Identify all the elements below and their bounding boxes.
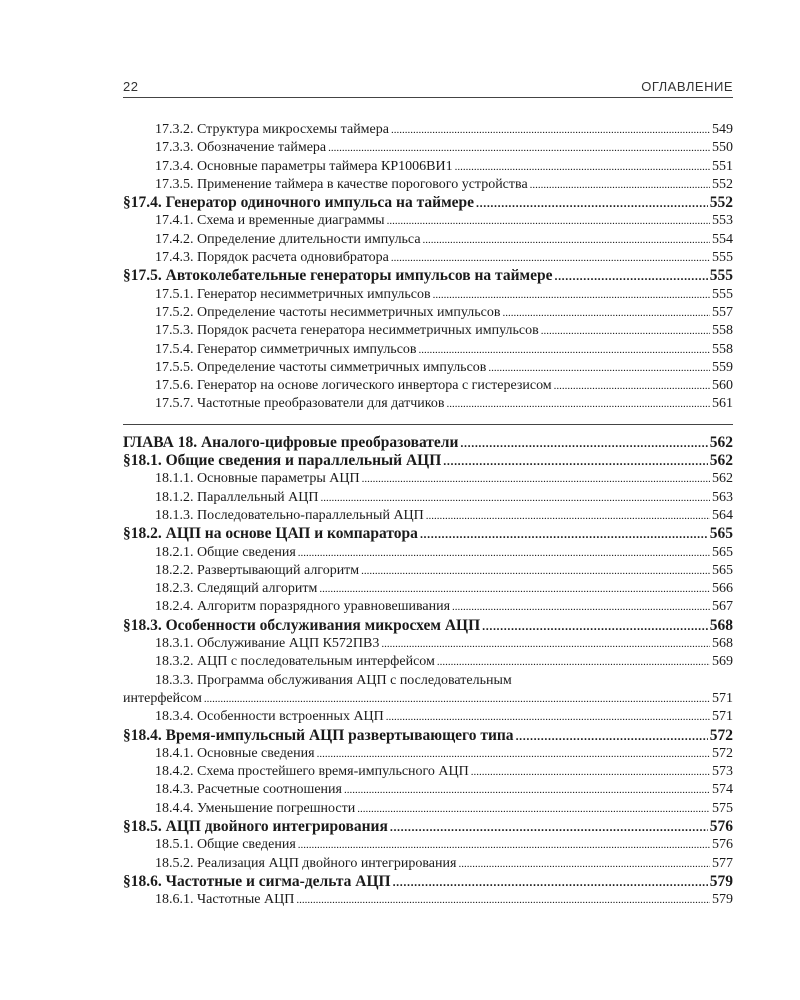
toc-entry[interactable] — [123, 708, 733, 726]
toc-entry-page: 575 — [712, 800, 733, 816]
toc-section-page: 555 — [709, 267, 733, 285]
toc-section-page: 572 — [709, 726, 733, 744]
toc-entry[interactable] — [123, 121, 733, 139]
dot-leader — [426, 507, 710, 525]
toc-entry-title: 18.4.2. Схема простейшего время-импульсного АЦП — [155, 764, 469, 780]
dot-leader — [541, 322, 710, 340]
toc-entry[interactable] — [123, 598, 733, 616]
toc-entry-title: 17.5.7. Частотные преобразователи для датчиков — [155, 396, 445, 412]
toc-entry[interactable] — [123, 763, 733, 781]
toc-entry[interactable] — [123, 158, 733, 176]
dot-leader — [458, 855, 710, 873]
dot-leader — [319, 580, 710, 598]
toc-entry-page: 564 — [712, 507, 733, 523]
toc-entry[interactable] — [123, 489, 733, 507]
toc-entry[interactable] — [123, 212, 733, 230]
toc-entry-title: 18.3.2. АЦП с последовательным интерфейсом — [155, 654, 435, 670]
toc-section[interactable] — [123, 617, 733, 635]
dot-leader — [471, 763, 710, 781]
dot-leader — [433, 286, 710, 304]
dot-leader — [381, 635, 710, 653]
toc-entry-page: 567 — [712, 599, 733, 615]
toc-entry[interactable] — [123, 139, 733, 157]
toc-entry-page: 550 — [712, 140, 733, 156]
toc-entry-title: 18.1.3. Последовательно-параллельный АЦП — [155, 507, 424, 523]
dot-leader — [387, 212, 710, 230]
dot-leader — [328, 139, 710, 157]
toc-entry[interactable] — [123, 745, 733, 763]
dot-leader — [298, 836, 710, 854]
toc-entry[interactable] — [123, 231, 733, 249]
toc-entry[interactable] — [123, 800, 733, 818]
toc-entry-page: 561 — [712, 396, 733, 412]
toc-section[interactable] — [123, 873, 733, 891]
dot-leader — [554, 377, 710, 395]
toc-entry-page: 571 — [712, 690, 733, 706]
dot-leader — [530, 176, 710, 194]
toc-entry-page: 562 — [712, 471, 733, 487]
toc-entry[interactable] — [123, 544, 733, 562]
toc-section-title: §18.6. Частотные и сигма-дельта АЦП — [123, 872, 391, 890]
toc-entry-page: 552 — [712, 176, 733, 192]
toc-entry-title: 18.5.2. Реализация АЦП двойного интегрирования — [155, 855, 457, 871]
toc-entry-page: 572 — [712, 745, 733, 761]
dot-leader — [554, 267, 707, 285]
toc-entry[interactable] — [123, 507, 733, 525]
header-rule — [123, 97, 733, 98]
toc-entry[interactable] — [123, 395, 733, 413]
toc-entry-page: 565 — [712, 544, 733, 560]
toc-entry-title: 17.5.5. Определение частоты симметричных импульсов — [155, 359, 487, 375]
dot-leader — [298, 544, 710, 562]
toc-chapter-page: 562 — [709, 433, 733, 451]
toc-entry[interactable] — [123, 286, 733, 304]
dot-leader — [317, 745, 710, 763]
dot-leader — [482, 617, 708, 635]
toc-entry-page: 553 — [712, 213, 733, 229]
toc-entry-title: 17.5.6. Генератор на основе логического инвертора с гистерезисом — [155, 378, 552, 394]
dot-leader — [361, 562, 710, 580]
toc-section[interactable] — [123, 452, 733, 470]
toc-entry[interactable] — [123, 690, 733, 708]
toc-entry-title: 18.5.1. Общие сведения — [155, 837, 296, 853]
toc-section[interactable] — [123, 194, 733, 212]
toc-entry[interactable] — [123, 653, 733, 671]
toc-entry-title: 17.4.3. Порядок расчета одновибратора — [155, 250, 389, 266]
toc-entry-page: 573 — [712, 764, 733, 780]
chapter-divider — [123, 424, 733, 425]
toc-entry-title: 17.3.5. Применение таймера в качестве порогового устройства — [155, 176, 528, 192]
toc-entry-title: 18.3.4. Особенности встроенных АЦП — [155, 709, 384, 725]
dot-leader — [296, 891, 710, 909]
toc-entry-title: 18.1.1. Основные параметры АЦП — [155, 471, 360, 487]
toc-section-title: §18.3. Особенности обслуживания микросхем АЦП — [123, 616, 481, 634]
toc-entry-title: 18.4.4. Уменьшение погрешности — [155, 800, 356, 816]
dot-leader — [488, 359, 710, 377]
dot-leader — [344, 781, 710, 799]
toc-entry[interactable] — [123, 836, 733, 854]
dot-leader — [452, 598, 710, 616]
toc-entry[interactable] — [123, 635, 733, 653]
dot-leader — [502, 304, 710, 322]
toc-section[interactable] — [123, 267, 733, 285]
dot-leader — [516, 727, 708, 745]
toc-entry-page: 554 — [712, 231, 733, 247]
toc-entry-title: 18.1.2. Параллельный АЦП — [155, 489, 319, 505]
dot-leader — [391, 121, 710, 139]
toc-entry[interactable] — [123, 249, 733, 267]
toc-entry-title: 17.3.3. Обозначение таймера — [155, 140, 327, 156]
toc-chapter-title: ГЛАВА 18. Аналого-цифровые преобразователи — [123, 433, 459, 451]
toc-section-title: §18.5. АЦП двойного интегрирования — [123, 817, 388, 835]
toc-entry-page: 558 — [712, 341, 733, 357]
toc-entry-title: 18.4.1. Основные сведения — [155, 745, 315, 761]
dot-leader — [204, 690, 710, 708]
toc-entry-title: 18.6.1. Частотные АЦП — [155, 892, 295, 908]
toc-section-title: §17.4. Генератор одиночного импульса на таймере — [123, 194, 475, 212]
dot-leader — [357, 800, 710, 818]
toc-entry-page: 577 — [712, 855, 733, 871]
toc-entry-title: 17.5.3. Порядок расчета генератора несимметричных импульсов — [155, 323, 539, 339]
dot-leader — [362, 470, 710, 488]
toc-entry[interactable] — [123, 855, 733, 873]
toc-section-page: 568 — [709, 616, 733, 634]
toc-entry-title: 18.3.1. Обслуживание АЦП К572ПВ3 — [155, 636, 380, 652]
toc-section[interactable] — [123, 818, 733, 836]
toc-entry-page: 574 — [712, 782, 733, 798]
toc-section[interactable] — [123, 525, 733, 543]
toc-entry-title: 17.5.1. Генератор несимметричных импульсов — [155, 286, 431, 302]
toc-entry-title: 18.2.4. Алгоритм поразрядного уравновешивания — [155, 599, 451, 615]
toc-entry[interactable] — [123, 781, 733, 799]
toc-section-title: §18.4. Время-импульсный АЦП развертывающего типа — [123, 726, 514, 744]
table-of-contents — [123, 121, 733, 909]
toc-entry-line1[interactable] — [123, 672, 733, 690]
toc-section-title: §18.1. Общие сведения и параллельный АЦП — [123, 452, 442, 470]
toc-entry-page: 565 — [712, 562, 733, 578]
toc-entry-title: 18.3.3. Программа обслуживания АЦП с последовательным — [155, 672, 512, 688]
toc-entry-title: 17.4.1. Схема и временные диаграммы — [155, 213, 385, 229]
toc-section-page: 579 — [709, 872, 733, 890]
toc-entry[interactable] — [123, 562, 733, 580]
dot-leader — [419, 341, 710, 359]
page-number: 22 — [123, 79, 139, 94]
dot-leader — [320, 489, 710, 507]
dot-leader — [391, 249, 710, 267]
toc-entry-page: 566 — [712, 581, 733, 597]
toc-entry[interactable] — [123, 176, 733, 194]
toc-section-title: §18.2. АЦП на основе ЦАП и компаратора — [123, 525, 418, 543]
toc-entry-page: 571 — [712, 709, 733, 725]
toc-entry-page: 551 — [712, 158, 733, 174]
dot-leader — [446, 395, 710, 413]
toc-entry-page: 560 — [712, 378, 733, 394]
toc-section-page: 562 — [709, 452, 733, 470]
toc-entry-title-cont: интерфейсом — [123, 690, 202, 706]
running-header — [123, 79, 733, 99]
toc-entry-page: 579 — [712, 892, 733, 908]
toc-entry-page: 557 — [712, 304, 733, 320]
toc-entry-title: 18.2.2. Развертывающий алгоритм — [155, 562, 360, 578]
dot-leader — [455, 158, 710, 176]
dot-leader — [476, 194, 708, 212]
dot-leader — [437, 653, 710, 671]
toc-entry-page: 558 — [712, 323, 733, 339]
toc-entry-title: 18.2.3. Следящий алгоритм — [155, 581, 318, 597]
toc-section-page: 552 — [709, 194, 733, 212]
toc-entry[interactable] — [123, 580, 733, 598]
toc-entry-page: 555 — [712, 286, 733, 302]
running-title: ОГЛАВЛЕНИЕ — [641, 79, 733, 94]
toc-section[interactable] — [123, 727, 733, 745]
toc-entry[interactable] — [123, 304, 733, 322]
toc-entry-title: 17.5.4. Генератор симметричных импульсов — [155, 341, 417, 357]
dot-leader — [460, 434, 707, 452]
dot-leader — [393, 873, 708, 891]
toc-entry[interactable] — [123, 470, 733, 488]
dot-leader — [420, 525, 708, 543]
toc-entry[interactable] — [123, 341, 733, 359]
toc-entry-page: 563 — [712, 489, 733, 505]
toc-entry[interactable] — [123, 359, 733, 377]
toc-entry-page: 559 — [712, 359, 733, 375]
toc-chapter[interactable] — [123, 434, 733, 452]
toc-entry[interactable] — [123, 322, 733, 340]
toc-entry[interactable] — [123, 891, 733, 909]
toc-section-page: 576 — [709, 817, 733, 835]
toc-entry-title: 17.4.2. Определение длительности импульса — [155, 231, 421, 247]
toc-entry-title: 17.3.2. Структура микросхемы таймера — [155, 122, 389, 137]
toc-entry-page: 555 — [712, 250, 733, 266]
toc-entry[interactable] — [123, 377, 733, 395]
toc-entry-page: 569 — [712, 654, 733, 670]
dot-leader — [386, 708, 710, 726]
toc-section-title: §17.5. Автоколебательные генераторы импульсов на таймере — [123, 267, 553, 285]
toc-entry-title: 18.2.1. Общие сведения — [155, 544, 296, 560]
toc-entry-page: 549 — [712, 122, 733, 137]
toc-entry-title: 17.5.2. Определение частоты несимметричных импульсов — [155, 304, 501, 320]
dot-leader — [390, 818, 708, 836]
toc-entry-page: 568 — [712, 636, 733, 652]
toc-section-page: 565 — [709, 525, 733, 543]
dot-leader — [423, 231, 710, 249]
toc-entry-title: 17.3.4. Основные параметры таймера КР1006ВИ1 — [155, 158, 453, 174]
dot-leader — [443, 452, 707, 470]
toc-entry-title: 18.4.3. Расчетные соотношения — [155, 782, 342, 798]
toc-entry-page: 576 — [712, 837, 733, 853]
